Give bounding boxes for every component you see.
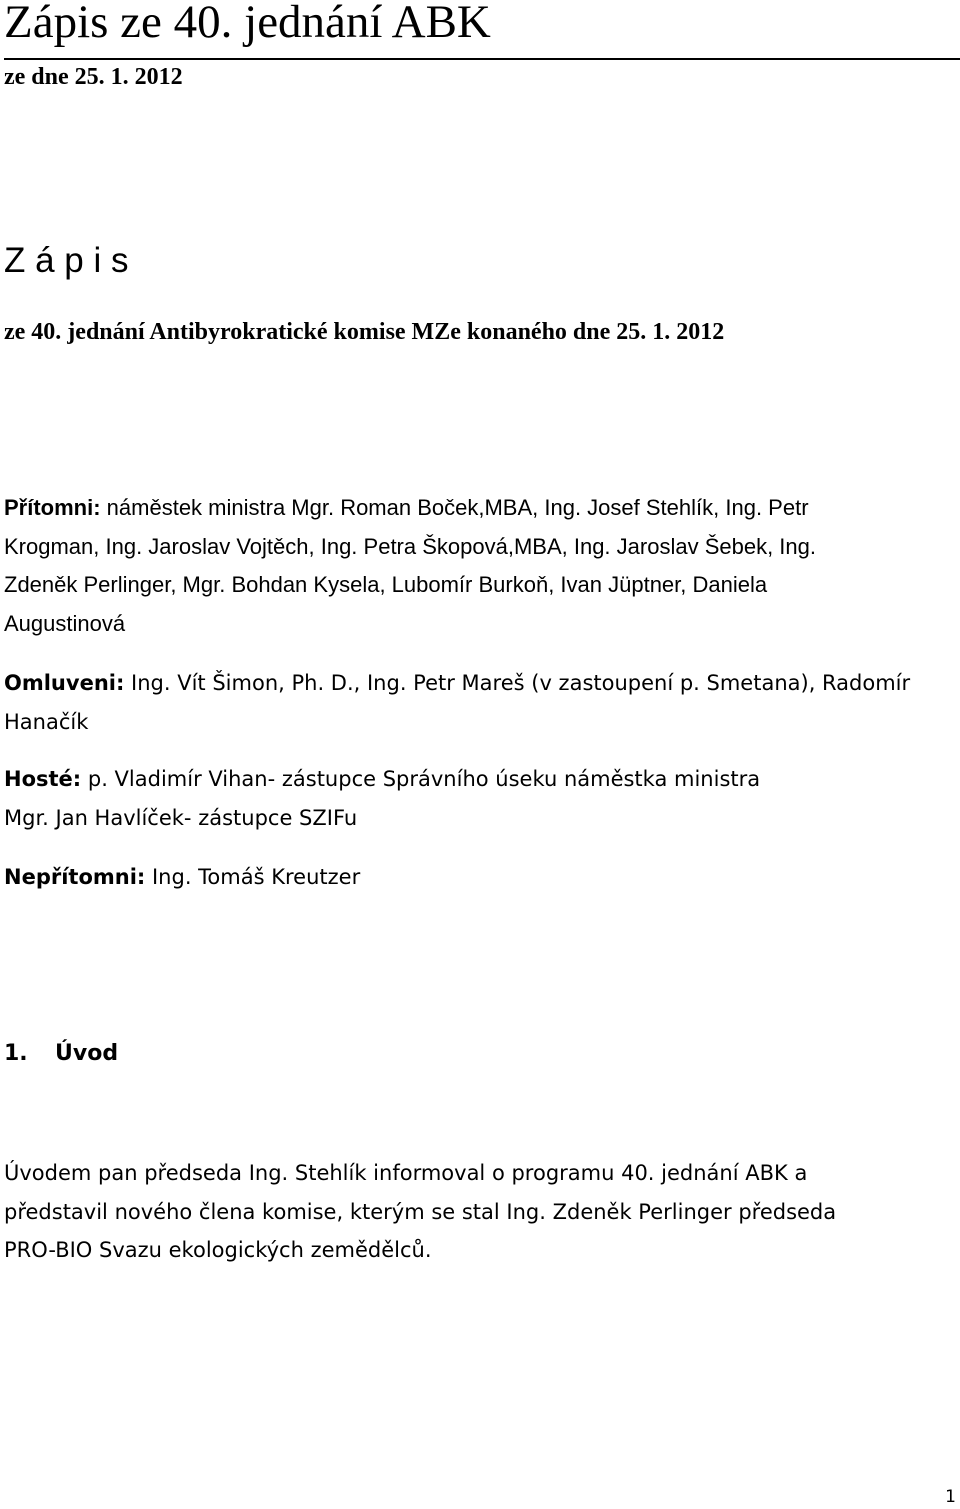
- absent-label: Nepřítomni:: [4, 865, 146, 889]
- title-underline-rule: [4, 58, 960, 60]
- absent-paragraph: [4, 858, 360, 897]
- attendees-present-line: [4, 489, 816, 528]
- guests-label: Hosté:: [4, 767, 82, 791]
- absent-line: [4, 858, 360, 897]
- attendees-present-paragraph: [4, 489, 816, 643]
- attendees-present-line: Augustinová: [4, 610, 126, 636]
- attendees-present-text: Zdeněk Perlinger, Mgr. Bohdan Kysela, Lubomír Burkoň, Ivan Jüptner, Daniela: [4, 572, 768, 597]
- attendees-present-line: Krogman, Ing. Jaroslav Vojtěch, Ing. Petra Škopová,MBA, Ing. Jaroslav Šebek, Ing.: [4, 533, 816, 559]
- attendees-excused-paragraph: [4, 664, 910, 741]
- document-title: Zápis ze 40. jednání ABK: [4, 0, 491, 48]
- intro-line: PRO-BIO Svazu ekologických zemědělců.: [4, 1238, 432, 1262]
- intro-paragraph: [4, 1154, 836, 1270]
- guests-line: [4, 760, 760, 799]
- guests-text: p. Vladimír Vihan- zástupce Správního úseku náměstka ministra: [81, 767, 761, 791]
- attendees-present-label: Přítomni:: [4, 495, 101, 520]
- attendees-excused-line: [4, 664, 910, 703]
- meeting-subtitle: ze 40. jednání Antibyrokratické komise MZe konaného dne 25. 1. 2012: [4, 319, 725, 345]
- attendees-excused-label: Omluveni:: [4, 671, 125, 695]
- guests-paragraph: [4, 760, 760, 837]
- attendees-present-line: [4, 566, 816, 605]
- attendees-present-text: náměstek ministra Mgr. Roman Boček,MBA, Ing. Josef Stehlík, Ing. Petr: [100, 495, 809, 520]
- section-title: Úvod: [55, 1041, 119, 1066]
- absent-text: Ing. Tomáš Kreutzer: [145, 865, 361, 889]
- attendees-excused-line: Hanačík: [4, 709, 89, 734]
- intro-line: představil nového člena komise, kterým se stal Ing. Zdeněk Perlinger předseda: [4, 1199, 837, 1224]
- guests-line: Mgr. Jan Havlíček- zástupce SZIFu: [4, 805, 358, 830]
- document-date: ze dne 25. 1. 2012: [4, 64, 183, 90]
- section-heading-uvod: [4, 1036, 118, 1072]
- page-number: 1: [945, 1487, 956, 1507]
- section-number: 1.: [4, 1041, 28, 1066]
- attendees-excused-text: Ing. Vít Šimon, Ph. D., Ing. Petr Mareš (v zastoupení p. Smetana), Radomír: [124, 671, 911, 695]
- zapis-heading: Z á p i s: [4, 241, 129, 280]
- intro-line: Úvodem pan předseda Ing. Stehlík informoval o programu 40. jednání ABK a: [4, 1161, 808, 1185]
